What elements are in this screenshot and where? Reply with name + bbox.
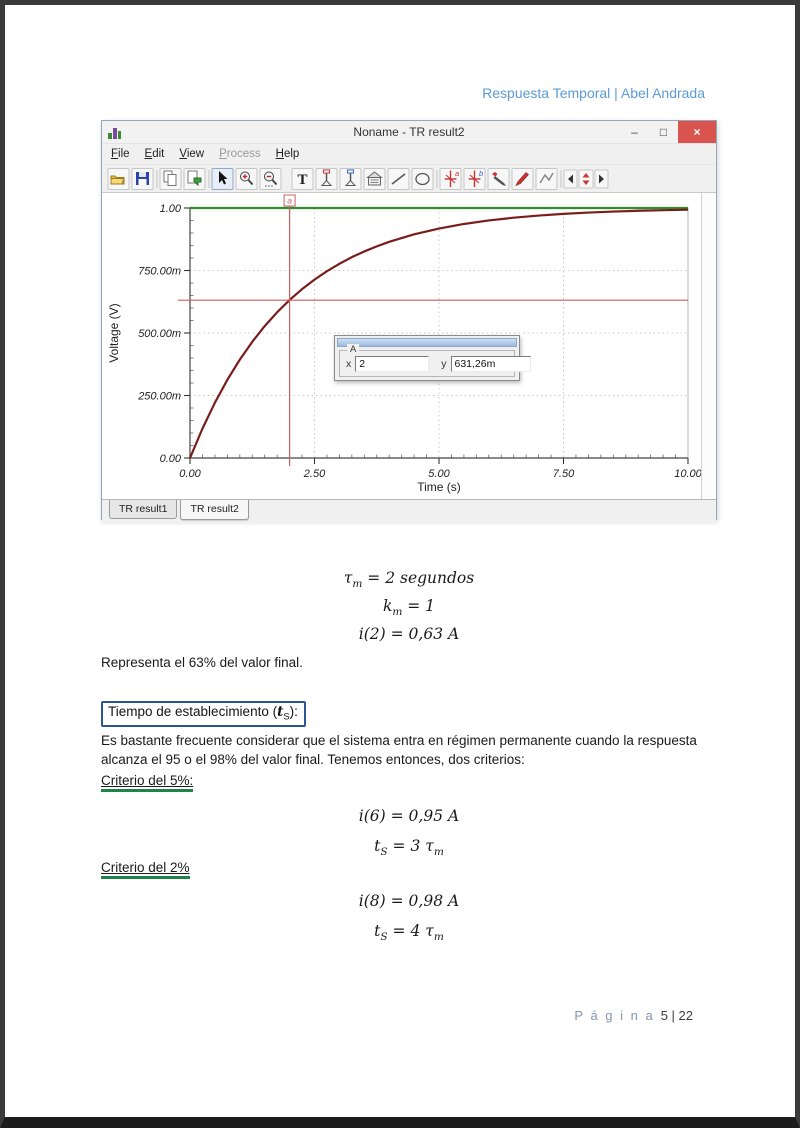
menu-edit[interactable]: Edit [144, 148, 165, 160]
equation-tau: $\tau_m = 2$ segundos [343, 569, 475, 591]
menu-bar [102, 144, 716, 164]
save-icon[interactable] [132, 168, 153, 189]
svg-text:T: T [297, 171, 308, 188]
svg-text:0.00: 0.00 [179, 468, 201, 480]
svg-text:a: a [455, 168, 460, 178]
svg-text:5.00: 5.00 [428, 468, 450, 480]
svg-text:Voltage (V): Voltage (V) [107, 303, 121, 363]
copy-icon[interactable] [160, 168, 181, 189]
svg-text:a: a [287, 195, 292, 206]
equation-i8: i(8) = 0,98 A [358, 892, 460, 910]
equation-i6: i(6) = 0,95 A [358, 807, 460, 825]
close-button[interactable]: × [678, 121, 716, 143]
page-footer: P á g i n a 5 | 22 [574, 1008, 693, 1023]
svg-text:7.50: 7.50 [552, 468, 575, 480]
page-prev-icon[interactable] [564, 170, 577, 188]
note-63-percent: Representa el 63% del valor final. [101, 655, 303, 670]
window-title: Noname - TR result2 [353, 125, 465, 139]
chart-region [102, 193, 716, 499]
cursor-y-value-field[interactable]: 631,26m [451, 356, 531, 372]
cursor-panel-titlebar[interactable] [337, 338, 517, 347]
svg-text:500.00m: 500.00m [138, 327, 181, 340]
document-header: Respuesta Temporal | Abel Andrada [482, 85, 705, 101]
section-paragraph: Es bastante frecuente considerar que el sistema entra en régimen permanente cuando la respuesta alcanza el 95 o el 98% del valor final. Tenemos entonces, dos criterios: [101, 733, 697, 767]
svg-text:2.50: 2.50 [303, 468, 326, 480]
menu-file[interactable]: File [111, 148, 130, 160]
ellipse-tool-icon[interactable] [412, 168, 433, 189]
marker-pen-icon[interactable] [488, 168, 509, 189]
app-icon [107, 125, 122, 140]
cursor-readout-panel[interactable] [334, 335, 520, 381]
page-spinner[interactable] [579, 170, 593, 188]
equation-ts3: $t_S = 3$ $\tau_m$ [374, 837, 444, 859]
window-titlebar [102, 121, 716, 144]
criterio-5-label: Criterio del 5%: [101, 773, 193, 792]
paste-icon[interactable] [184, 168, 205, 189]
maximize-button[interactable]: □ [659, 125, 668, 139]
cursor-y-label: y [441, 358, 447, 370]
legend-icon[interactable] [364, 168, 385, 189]
zoom-in-icon[interactable] [236, 168, 257, 189]
equation-block-3 [101, 886, 717, 946]
line-tool-icon[interactable] [388, 168, 409, 189]
svg-text:10.00: 10.00 [674, 468, 701, 480]
text-tool-icon[interactable] [292, 168, 313, 189]
toolbar [102, 164, 716, 193]
cursor-tool-a-icon[interactable] [316, 168, 337, 189]
equation-block-1 [101, 564, 717, 648]
red-pen-icon[interactable] [512, 168, 533, 189]
zoom-out-icon[interactable] [260, 168, 281, 189]
tab-tr-result2[interactable]: TR result2 [180, 500, 248, 520]
svg-text:Time (s): Time (s) [417, 480, 461, 494]
minimize-button[interactable]: – [631, 125, 638, 139]
cursor-group-label: A [347, 344, 359, 355]
set-cursor-a-icon[interactable] [440, 168, 461, 189]
equation-i2: i(2) = 0,63 A [358, 625, 460, 643]
curve-arrow-icon[interactable] [536, 168, 557, 189]
menu-view[interactable]: View [179, 148, 205, 160]
section-heading-settling-time: Tiempo de establecimiento $(t_S)$: [101, 701, 306, 727]
select-arrow-icon[interactable] [212, 168, 233, 189]
toolbar-icons [106, 167, 616, 191]
tab-tr-result1[interactable]: TR result1 [109, 500, 177, 519]
svg-text:250.00m: 250.00m [138, 390, 181, 403]
equation-ts4: $t_S = 4$ $\tau_m$ [374, 922, 444, 944]
menu-process[interactable]: Process [219, 148, 261, 160]
svg-text:750.00m: 750.00m [138, 265, 181, 278]
svg-text:b: b [479, 168, 484, 178]
open-file-icon[interactable] [108, 168, 129, 189]
menu-help[interactable]: Help [275, 148, 300, 160]
set-cursor-b-icon[interactable] [464, 168, 485, 189]
cursor-x-label: x [346, 358, 352, 370]
criterio-2-label: Criterio del 2% [101, 860, 190, 879]
page-next-icon[interactable] [595, 170, 608, 188]
result-tab-bar [102, 499, 716, 523]
tina-diagram-window [101, 120, 717, 520]
cursor-tool-b-icon[interactable] [340, 168, 361, 189]
chart-right-strip [702, 193, 716, 499]
equation-k: $k_m = 1$ [382, 597, 436, 619]
svg-text:1.00: 1.00 [159, 202, 181, 215]
cursor-x-value-field[interactable]: 2 [355, 356, 429, 372]
equation-block-2 [101, 801, 717, 861]
svg-text:0.00: 0.00 [159, 452, 181, 465]
